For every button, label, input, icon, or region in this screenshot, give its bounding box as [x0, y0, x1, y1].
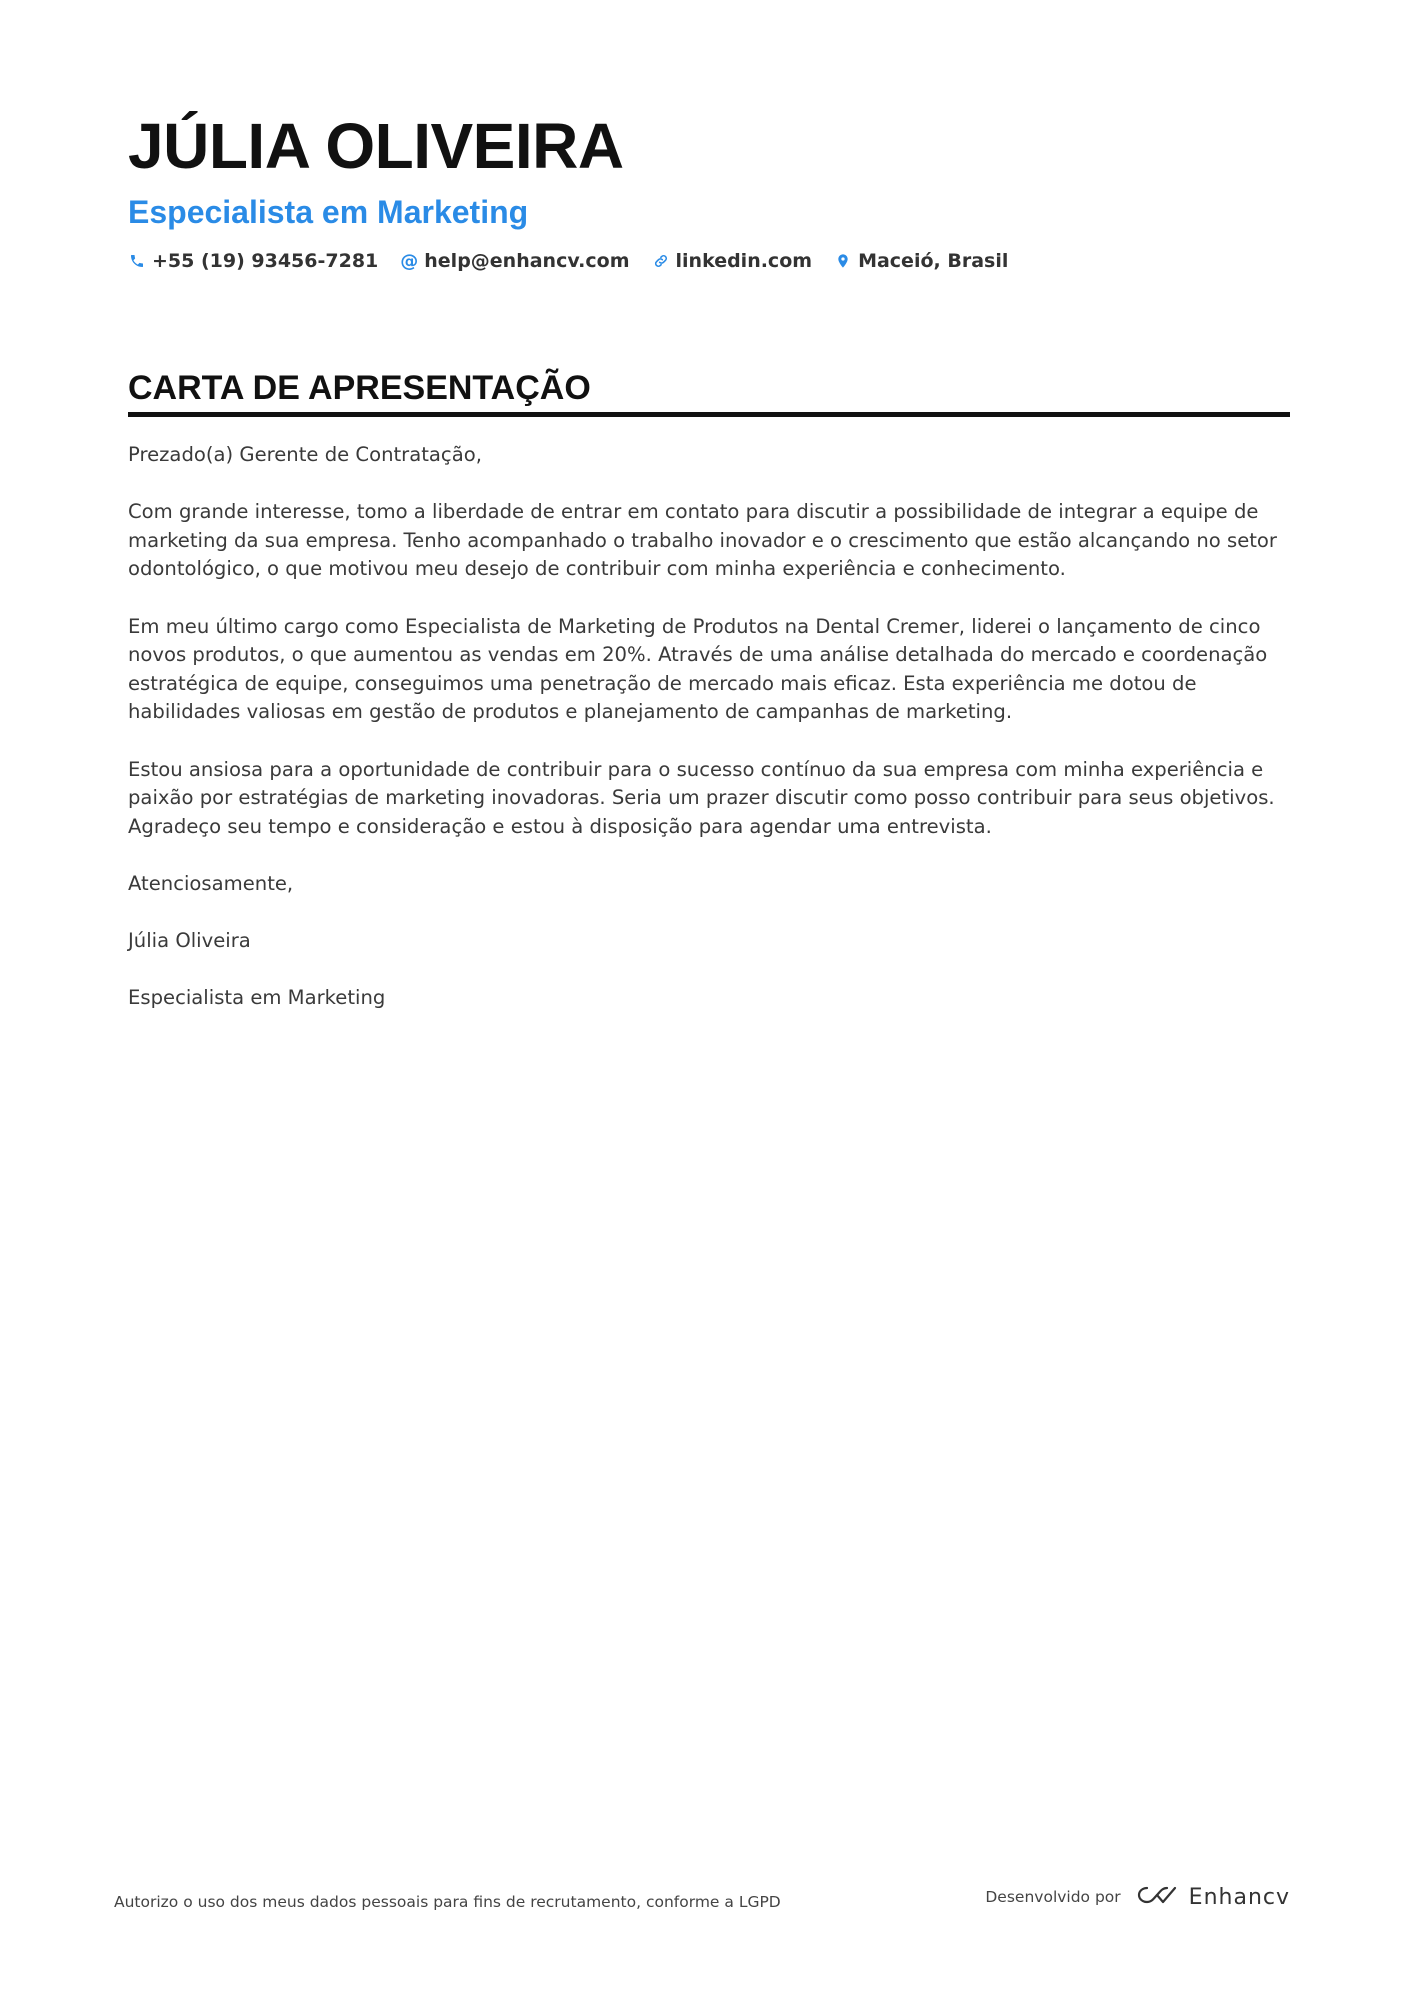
powered-by	[985, 1882, 1290, 1912]
letter-body	[128, 441, 1290, 1013]
letter-greeting: Prezado(a) Gerente de Contratação,	[128, 443, 482, 466]
location-text: Maceió, Brasil	[858, 250, 1009, 272]
cover-letter-section	[128, 366, 1290, 1041]
letter-paragraph: Com grande interesse, tomo a liberdade de entrar em contato para discutir a possibilidade de integrar a equipe de marketing da sua empresa. Tenho acompanhado o trabalho inovador e o crescimento que estão alcançando no setor odontológico, o que motivou meu desejo de contribuir com minha experiência e conhecimento.	[128, 500, 1277, 581]
phone-icon	[128, 252, 146, 270]
contact-location	[834, 250, 1008, 272]
at-icon: @	[400, 250, 419, 272]
powered-by-text: Desenvolvido por	[985, 1888, 1121, 1906]
email-text[interactable]: help@enhancv.com	[424, 250, 630, 272]
link-icon	[652, 252, 670, 270]
phone-text: +55 (19) 93456-7281	[152, 250, 379, 272]
brand[interactable]	[1133, 1882, 1290, 1912]
location-pin-icon	[834, 252, 852, 270]
enhancv-logo-icon	[1133, 1882, 1181, 1912]
letter-closing: Atenciosamente,	[128, 871, 294, 895]
contact-link[interactable]	[652, 250, 813, 272]
contact-phone	[128, 250, 378, 272]
header	[128, 108, 1288, 272]
signature-title: Especialista em Marketing	[128, 986, 386, 1010]
brand-name[interactable]: Enhancv	[1188, 1884, 1290, 1910]
contact-list	[128, 250, 1288, 272]
candidate-title: Especialista em Marketing	[128, 194, 529, 230]
letter-paragraph: Em meu último cargo como Especialista de Marketing de Produtos na Dental Cremer, liderei o lançamento de cinco novos produtos, o que aumentou as vendas em 20%. Através de uma análise detalhada do mercado e coordenação estratégica de equipe, conseguimos uma penetração de mercado mais eficaz. Esta experiência me dotou de habilidades valiosas em gestão de produtos e planejamento de campanhas de marketing.	[128, 614, 1268, 724]
consent-note: Autorizo o uso dos meus dados pessoais para fins de recrutamento, conforme a LGPD	[114, 1893, 781, 1911]
contact-email[interactable]	[400, 250, 629, 272]
candidate-name: JÚLIA OLIVEIRA	[128, 110, 624, 182]
link-text[interactable]: linkedin.com	[675, 250, 813, 272]
letter-paragraph: Estou ansiosa para a oportunidade de contribuir para o sucesso contínuo da sua empresa com minha experiência e paixão por estratégias de marketing inovadoras. Seria um prazer discutir como posso contribuir para seus objetivos. Agradeço seu tempo e consideração e estou à disposição para agendar uma entrevista.	[128, 757, 1275, 838]
section-title: CARTA DE APRESENTAÇÃO	[128, 366, 1290, 417]
signature-name: Júlia Oliveira	[128, 929, 251, 953]
